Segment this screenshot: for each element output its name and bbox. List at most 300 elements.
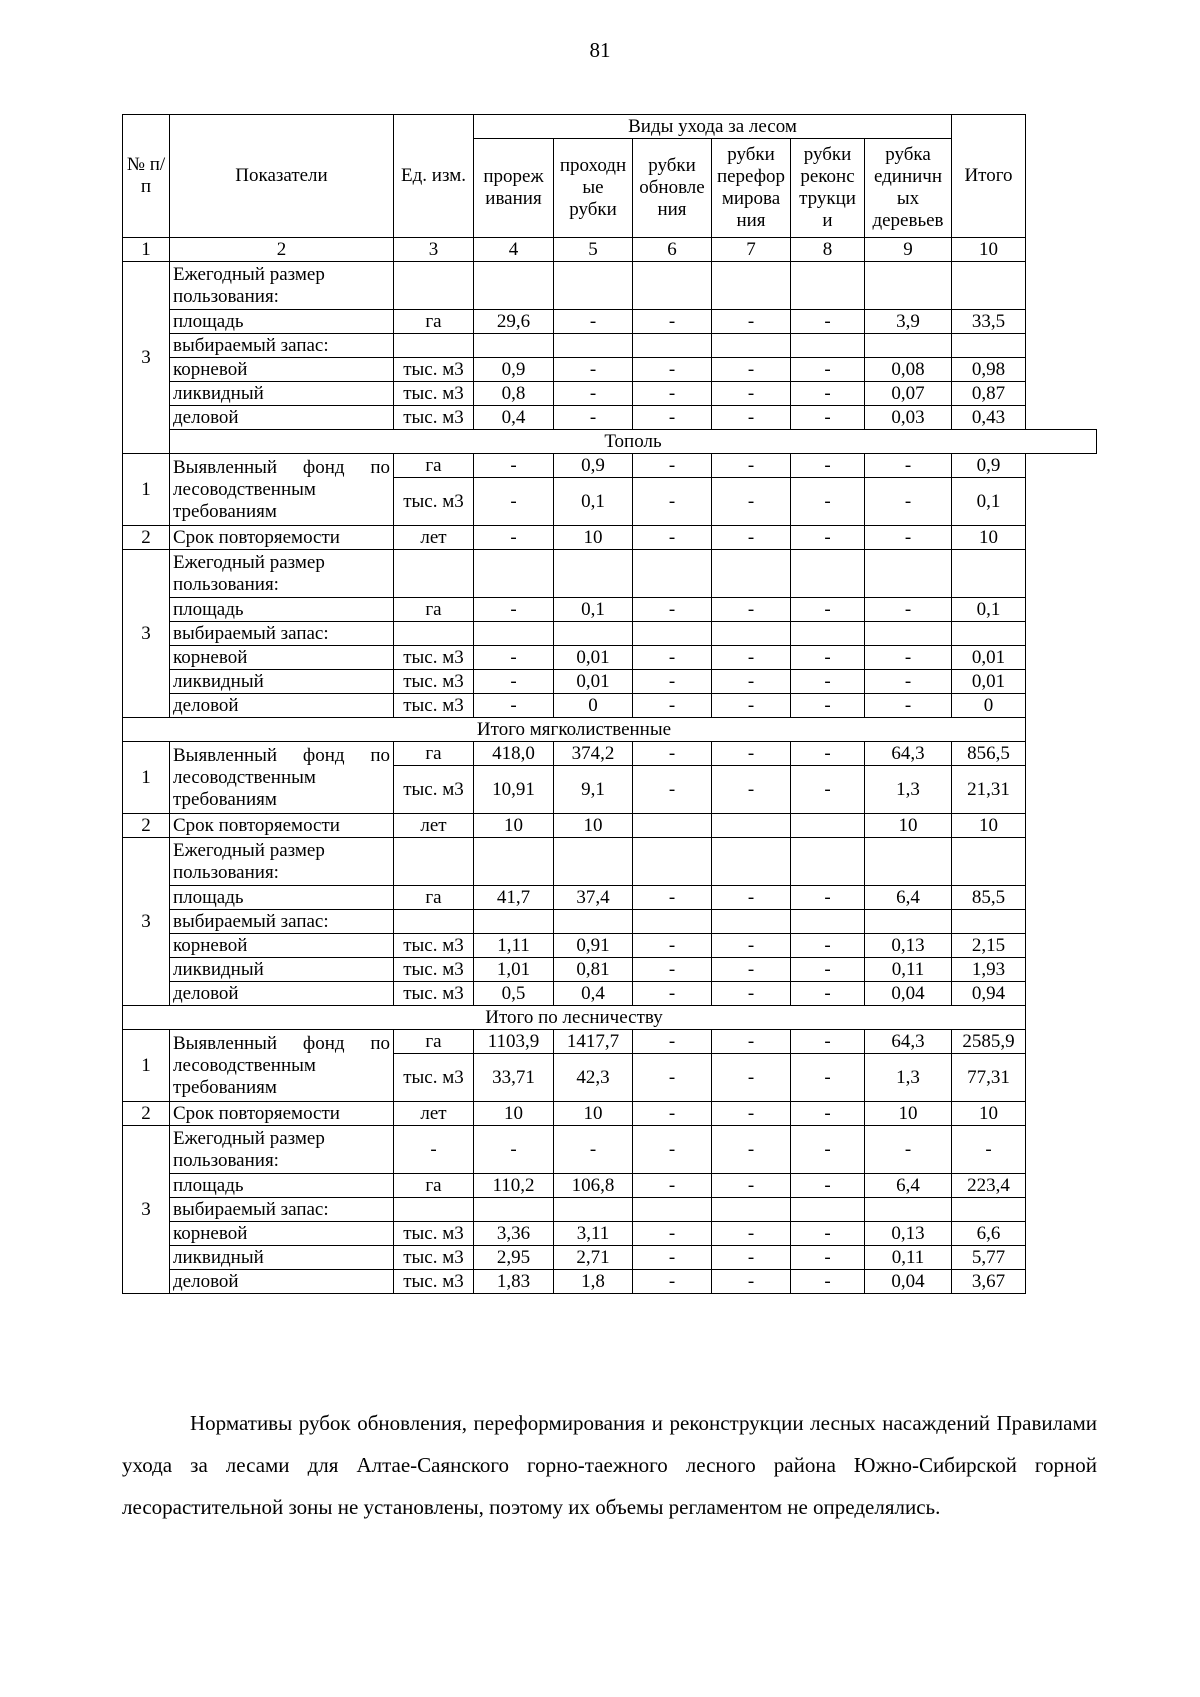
fund-label — [170, 742, 394, 814]
unit-cell: тыс. м3 — [394, 1054, 474, 1102]
value-cell: - — [712, 358, 791, 382]
area-label: площадь — [170, 1174, 394, 1198]
value-cell: 374,2 — [554, 742, 633, 766]
unit-cell: га — [394, 310, 474, 334]
column-number: 1 — [123, 238, 170, 262]
column-number: 7 — [712, 238, 791, 262]
value-cell: - — [865, 670, 952, 694]
value-cell: 1417,7 — [554, 1030, 633, 1054]
column-numbers-row — [123, 238, 1097, 262]
value-cell: 1,11 — [474, 934, 554, 958]
fund-label-text: Выявленный фонд по лесоводственным требованиям — [173, 744, 390, 810]
value-cell: - — [554, 1126, 633, 1174]
value-cell: - — [712, 886, 791, 910]
liquid-label: ликвидный — [170, 1246, 394, 1270]
value-cell: 106,8 — [554, 1174, 633, 1198]
body-paragraph: Нормативы рубок обновления, переформирования и реконструкции лесных насаждений Правилами ухода за лесами для Алтае-Саянского горно-таежного лесного района Южно-Сибирской горной лесорастительной зоны не установлены, поэтому их объемы регламентом не определялись. — [122, 1411, 1097, 1519]
table-row — [123, 358, 1097, 382]
annual-usage-label: Ежегодный размер пользования: — [170, 262, 394, 310]
value-cell: 42,3 — [554, 1054, 633, 1102]
value-cell: - — [633, 1270, 712, 1294]
value-cell: - — [865, 694, 952, 718]
value-cell: - — [791, 1174, 865, 1198]
page-number: 81 — [589, 38, 611, 62]
row-number: 1 — [123, 1030, 170, 1102]
unit-cell: тыс. м3 — [394, 670, 474, 694]
value-cell: 1,93 — [952, 958, 1026, 982]
commercial-label: деловой — [170, 406, 394, 430]
value-cell: - — [791, 958, 865, 982]
value-cell: 2,71 — [554, 1246, 633, 1270]
value-cell: - — [712, 1246, 791, 1270]
root-label: корневой — [170, 358, 394, 382]
header-type: рубки обновле ния — [633, 139, 712, 238]
table-row — [123, 454, 1097, 478]
value-cell: 0,81 — [554, 958, 633, 982]
unit-cell: тыс. м3 — [394, 1222, 474, 1246]
unit-cell: тыс. м3 — [394, 1246, 474, 1270]
unit-cell: тыс. м3 — [394, 766, 474, 814]
table-row — [123, 1222, 1097, 1246]
unit-cell: га — [394, 1174, 474, 1198]
value-cell: 0,9 — [554, 454, 633, 478]
value-cell: 0,01 — [952, 670, 1026, 694]
value-cell: 0,9 — [952, 454, 1026, 478]
value-cell: - — [712, 694, 791, 718]
table-row — [123, 1270, 1097, 1294]
unit-cell: тыс. м3 — [394, 958, 474, 982]
value-cell: - — [712, 646, 791, 670]
table-row — [123, 646, 1097, 670]
value-cell: - — [712, 1030, 791, 1054]
unit-cell: тыс. м3 — [394, 1270, 474, 1294]
value-cell: - — [712, 1126, 791, 1174]
root-label: корневой — [170, 646, 394, 670]
value-cell: - — [633, 886, 712, 910]
value-cell: 0,1 — [952, 598, 1026, 622]
value-cell: - — [791, 358, 865, 382]
value-cell: 10 — [952, 814, 1026, 838]
value-cell: 0,4 — [554, 982, 633, 1006]
value-cell: 10 — [554, 526, 633, 550]
value-cell: - — [474, 454, 554, 478]
column-number: 6 — [633, 238, 712, 262]
liquid-label: ликвидный — [170, 670, 394, 694]
header-indicators: Показатели — [170, 115, 394, 238]
value-cell: 33,71 — [474, 1054, 554, 1102]
value-cell: - — [791, 1222, 865, 1246]
area-label: площадь — [170, 598, 394, 622]
value-cell: 0,9 — [474, 358, 554, 382]
value-cell: - — [712, 982, 791, 1006]
value-cell: - — [554, 382, 633, 406]
value-cell: - — [791, 1102, 865, 1126]
value-cell: - — [791, 1270, 865, 1294]
value-cell: 0,94 — [952, 982, 1026, 1006]
value-cell: - — [791, 382, 865, 406]
value-cell: - — [633, 406, 712, 430]
value-cell: - — [712, 478, 791, 526]
table-row — [123, 334, 1097, 358]
table-row — [123, 382, 1097, 406]
unit-cell: тыс. м3 — [394, 982, 474, 1006]
value-cell: - — [554, 358, 633, 382]
value-cell: 0,11 — [865, 958, 952, 982]
unit-cell: тыс. м3 — [394, 478, 474, 526]
annual-usage-label: Ежегодный размер пользования: — [170, 838, 394, 886]
value-cell: - — [712, 670, 791, 694]
unit-cell: га — [394, 1030, 474, 1054]
period-label: Срок повторяемости — [170, 814, 394, 838]
value-cell: 0,1 — [554, 598, 633, 622]
value-cell: - — [633, 742, 712, 766]
value-cell: 85,5 — [952, 886, 1026, 910]
value-cell: 29,6 — [474, 310, 554, 334]
value-cell: - — [633, 598, 712, 622]
table-row — [123, 598, 1097, 622]
root-label: корневой — [170, 934, 394, 958]
value-cell: - — [554, 406, 633, 430]
value-cell: - — [712, 934, 791, 958]
value-cell: - — [791, 670, 865, 694]
header-type: рубки перефор мирова ния — [712, 139, 791, 238]
value-cell: 10 — [865, 814, 952, 838]
unit-cell: тыс. м3 — [394, 406, 474, 430]
section-title: Тополь — [170, 430, 1097, 454]
value-cell: - — [791, 478, 865, 526]
value-cell: - — [791, 598, 865, 622]
unit-cell: тыс. м3 — [394, 646, 474, 670]
value-cell: - — [633, 982, 712, 1006]
value-cell: - — [633, 1246, 712, 1270]
value-cell: 10 — [952, 526, 1026, 550]
value-cell: - — [791, 766, 865, 814]
value-cell: 0,01 — [554, 646, 633, 670]
value-cell: - — [712, 310, 791, 334]
fund-label — [170, 1030, 394, 1102]
value-cell: 6,4 — [865, 886, 952, 910]
value-cell: 418,0 — [474, 742, 554, 766]
fund-label — [170, 454, 394, 526]
value-cell: - — [712, 598, 791, 622]
value-cell: 0,01 — [952, 646, 1026, 670]
table-row — [123, 526, 1097, 550]
value-cell: 10 — [952, 1102, 1026, 1126]
header-care-types: Виды ухода за лесом — [474, 115, 952, 139]
table-row — [123, 838, 1097, 886]
value-cell: 64,3 — [865, 1030, 952, 1054]
fund-label-text: Выявленный фонд по лесоводственным требованиям — [173, 1032, 390, 1098]
value-cell: 223,4 — [952, 1174, 1026, 1198]
table-row — [123, 550, 1097, 598]
value-cell: 3,67 — [952, 1270, 1026, 1294]
value-cell: 37,4 — [554, 886, 633, 910]
value-cell: 10 — [554, 1102, 633, 1126]
value-cell: 1,01 — [474, 958, 554, 982]
unit-cell: тыс. м3 — [394, 934, 474, 958]
value-cell: - — [554, 310, 633, 334]
value-cell: - — [865, 526, 952, 550]
column-number: 3 — [394, 238, 474, 262]
value-cell: - — [712, 766, 791, 814]
value-cell: 2585,9 — [952, 1030, 1026, 1054]
value-cell: 9,1 — [554, 766, 633, 814]
value-cell: 5,77 — [952, 1246, 1026, 1270]
value-cell: - — [633, 1054, 712, 1102]
area-label: площадь — [170, 886, 394, 910]
table-row — [123, 910, 1097, 934]
value-cell: 0,8 — [474, 382, 554, 406]
table-row — [123, 814, 1097, 838]
value-cell — [791, 814, 865, 838]
value-cell: 0,5 — [474, 982, 554, 1006]
unit-cell: лет — [394, 814, 474, 838]
value-cell: - — [712, 526, 791, 550]
value-cell: - — [474, 670, 554, 694]
value-cell: - — [865, 1126, 952, 1174]
value-cell: 10 — [474, 1102, 554, 1126]
value-cell: 0,1 — [952, 478, 1026, 526]
value-cell: 10 — [554, 814, 633, 838]
row-number: 3 — [123, 550, 170, 718]
unit-cell: лет — [394, 1102, 474, 1126]
table-row — [123, 1174, 1097, 1198]
value-cell: - — [633, 526, 712, 550]
column-number: 5 — [554, 238, 633, 262]
value-cell: 0,43 — [952, 406, 1026, 430]
value-cell: 0,98 — [952, 358, 1026, 382]
header-type: проходн ые рубки — [554, 139, 633, 238]
value-cell: - — [633, 478, 712, 526]
value-cell: 3,11 — [554, 1222, 633, 1246]
value-cell: - — [952, 1126, 1026, 1174]
value-cell: 33,5 — [952, 310, 1026, 334]
value-cell: - — [633, 1222, 712, 1246]
table-row — [123, 262, 1097, 310]
table-row — [123, 694, 1097, 718]
value-cell: - — [712, 454, 791, 478]
value-cell: - — [474, 526, 554, 550]
header-total: Итого — [952, 115, 1026, 238]
value-cell: 0,1 — [554, 478, 633, 526]
table-row — [123, 886, 1097, 910]
value-cell: 0,08 — [865, 358, 952, 382]
liquid-label: ликвидный — [170, 958, 394, 982]
value-cell: - — [633, 646, 712, 670]
value-cell: 0,04 — [865, 1270, 952, 1294]
value-cell: 0,13 — [865, 934, 952, 958]
column-number: 4 — [474, 238, 554, 262]
value-cell: 10 — [865, 1102, 952, 1126]
section-header-row — [123, 718, 1097, 742]
value-cell: - — [791, 934, 865, 958]
table-row — [123, 1030, 1097, 1054]
value-cell: - — [791, 1054, 865, 1102]
annual-usage-label: Ежегодный размер пользования: — [170, 550, 394, 598]
table-row — [123, 742, 1097, 766]
period-label: Срок повторяемости — [170, 1102, 394, 1126]
unit-cell: лет — [394, 526, 474, 550]
value-cell: - — [474, 1126, 554, 1174]
value-cell: - — [865, 454, 952, 478]
fund-label-text: Выявленный фонд по лесоводственным требованиям — [173, 456, 390, 522]
section-title: Итого по лесничеству — [123, 1006, 1026, 1030]
stock-label: выбираемый запас: — [170, 622, 394, 646]
section-header-row — [123, 430, 1097, 454]
value-cell: 0 — [952, 694, 1026, 718]
value-cell: - — [791, 886, 865, 910]
value-cell: 0,91 — [554, 934, 633, 958]
liquid-label: ликвидный — [170, 382, 394, 406]
value-cell: - — [712, 1054, 791, 1102]
value-cell: 1,8 — [554, 1270, 633, 1294]
commercial-label: деловой — [170, 1270, 394, 1294]
value-cell: 0,03 — [865, 406, 952, 430]
table-row — [123, 1198, 1097, 1222]
value-cell: 77,31 — [952, 1054, 1026, 1102]
unit-cell: га — [394, 598, 474, 622]
table-row — [123, 982, 1097, 1006]
unit-cell: га — [394, 886, 474, 910]
header-type: рубка единичн ых деревьев — [865, 139, 952, 238]
header-type: рубки реконс трукци и — [791, 139, 865, 238]
value-cell: - — [791, 742, 865, 766]
value-cell: - — [791, 694, 865, 718]
commercial-label: деловой — [170, 982, 394, 1006]
value-cell: - — [633, 382, 712, 406]
commercial-label: деловой — [170, 694, 394, 718]
row-number: 3 — [123, 1126, 170, 1294]
annual-usage-label: Ежегодный размер пользования: — [170, 1126, 394, 1174]
value-cell: 1,3 — [865, 1054, 952, 1102]
value-cell: - — [791, 526, 865, 550]
value-cell: - — [474, 646, 554, 670]
value-cell: - — [865, 598, 952, 622]
value-cell: - — [791, 1246, 865, 1270]
table-row — [123, 310, 1097, 334]
unit-cell: тыс. м3 — [394, 694, 474, 718]
value-cell: 6,6 — [952, 1222, 1026, 1246]
value-cell: 0,13 — [865, 1222, 952, 1246]
header-type: прореж ивания — [474, 139, 554, 238]
value-cell: 3,9 — [865, 310, 952, 334]
value-cell: 21,31 — [952, 766, 1026, 814]
row-number: 2 — [123, 814, 170, 838]
value-cell: 0,07 — [865, 382, 952, 406]
section-title: Итого мягколиственные — [123, 718, 1026, 742]
value-cell: 2,95 — [474, 1246, 554, 1270]
value-cell: - — [791, 310, 865, 334]
value-cell: - — [712, 958, 791, 982]
forest-care-table — [122, 114, 1097, 1294]
table-row — [123, 622, 1097, 646]
value-cell: - — [712, 742, 791, 766]
value-cell: - — [633, 358, 712, 382]
value-cell: 0,11 — [865, 1246, 952, 1270]
value-cell: 6,4 — [865, 1174, 952, 1198]
value-cell: 10,91 — [474, 766, 554, 814]
value-cell: - — [712, 1102, 791, 1126]
value-cell: - — [633, 1030, 712, 1054]
row-number: 2 — [123, 526, 170, 550]
table-row — [123, 958, 1097, 982]
value-cell: - — [633, 670, 712, 694]
value-cell: 0,87 — [952, 382, 1026, 406]
value-cell: 3,36 — [474, 1222, 554, 1246]
table-row — [123, 1126, 1097, 1174]
value-cell — [712, 814, 791, 838]
column-number: 8 — [791, 238, 865, 262]
value-cell: 0,4 — [474, 406, 554, 430]
column-number: 10 — [952, 238, 1026, 262]
value-cell: 0,04 — [865, 982, 952, 1006]
value-cell: 2,15 — [952, 934, 1026, 958]
value-cell: - — [791, 646, 865, 670]
value-cell: - — [633, 1102, 712, 1126]
value-cell: - — [474, 694, 554, 718]
section-header-row — [123, 1006, 1097, 1030]
row-number: 1 — [123, 454, 170, 526]
value-cell: 10 — [474, 814, 554, 838]
table-row — [123, 1246, 1097, 1270]
area-label: площадь — [170, 310, 394, 334]
value-cell: - — [791, 454, 865, 478]
table-row — [123, 406, 1097, 430]
unit-cell: га — [394, 742, 474, 766]
value-cell — [633, 814, 712, 838]
unit-cell: га — [394, 454, 474, 478]
value-cell: - — [633, 694, 712, 718]
root-label: корневой — [170, 1222, 394, 1246]
value-cell: - — [474, 598, 554, 622]
value-cell: 856,5 — [952, 742, 1026, 766]
value-cell: - — [865, 646, 952, 670]
unit-cell: тыс. м3 — [394, 358, 474, 382]
row-number: 3 — [123, 838, 170, 1006]
value-cell: - — [633, 1126, 712, 1174]
row-number: 3 — [123, 262, 170, 454]
unit-cell: тыс. м3 — [394, 382, 474, 406]
value-cell: 64,3 — [865, 742, 952, 766]
stock-label: выбираемый запас: — [170, 910, 394, 934]
value-cell: - — [633, 310, 712, 334]
value-cell: - — [633, 934, 712, 958]
table-row — [123, 670, 1097, 694]
value-cell: - — [712, 406, 791, 430]
value-cell: - — [791, 1030, 865, 1054]
value-cell: - — [633, 958, 712, 982]
value-cell: - — [394, 1126, 474, 1174]
value-cell: - — [791, 406, 865, 430]
column-number: 9 — [865, 238, 952, 262]
value-cell: 110,2 — [474, 1174, 554, 1198]
value-cell: 1103,9 — [474, 1030, 554, 1054]
value-cell: - — [633, 766, 712, 814]
value-cell: 1,3 — [865, 766, 952, 814]
value-cell: - — [633, 1174, 712, 1198]
value-cell: 1,83 — [474, 1270, 554, 1294]
value-cell: - — [865, 478, 952, 526]
stock-label: выбираемый запас: — [170, 1198, 394, 1222]
header-num: № п/п — [123, 115, 170, 238]
value-cell: 0 — [554, 694, 633, 718]
value-cell: - — [791, 1126, 865, 1174]
header-unit: Ед. изм. — [394, 115, 474, 238]
value-cell: 41,7 — [474, 886, 554, 910]
row-number: 1 — [123, 742, 170, 814]
value-cell: - — [474, 478, 554, 526]
table-row — [123, 934, 1097, 958]
